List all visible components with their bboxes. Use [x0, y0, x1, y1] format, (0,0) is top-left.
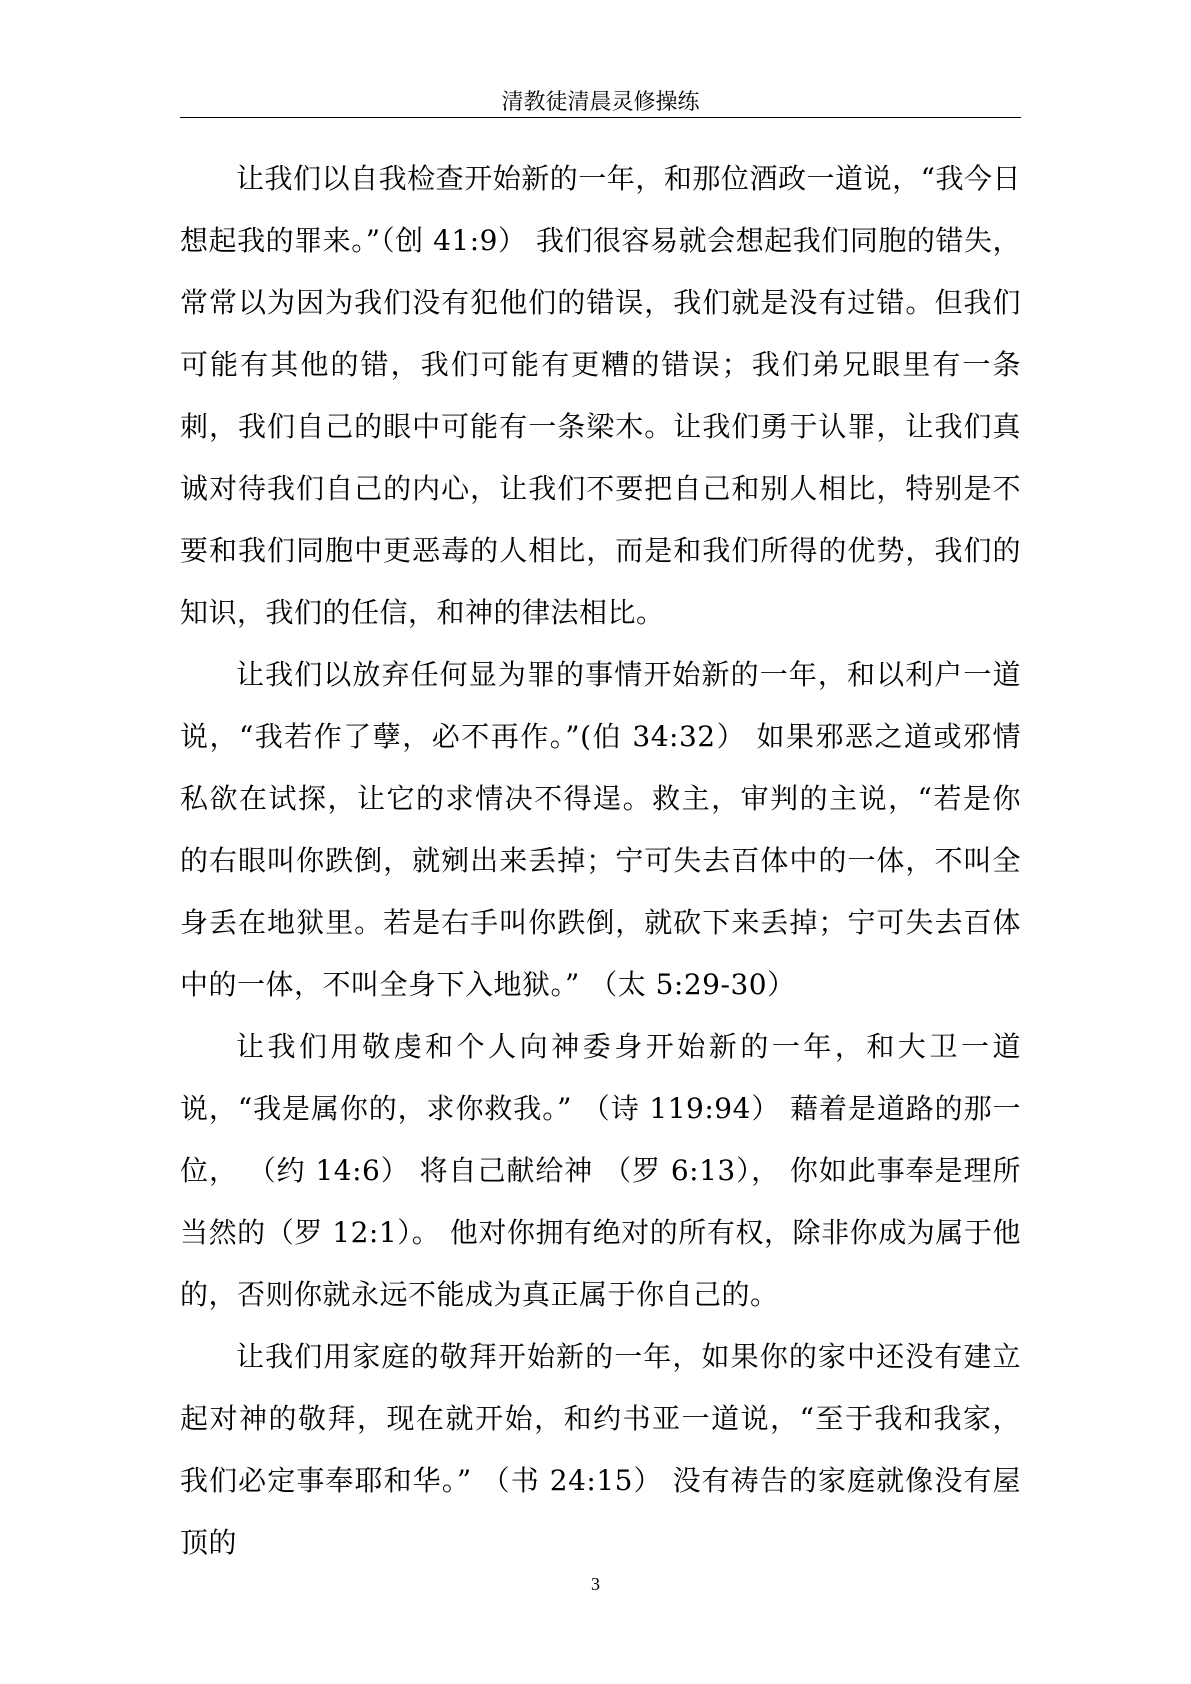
body-text [180, 148, 1021, 1574]
running-header: 清教徒清晨灵修操练 [501, 90, 700, 115]
paragraph-dedication: 让我们用敬虔和个人向神委身开始新的一年，和大卫一道说，“我是属你的，求你救我。” （诗 119:94） 藉着是道路的那一位， （约 14:6） 将自己献给神 （罗 6:13）， 你如此事奉是理所当然的（罗 12:1）。 他对你拥有绝对的所有权，除非你成为属于他的，否则你就永远不能成为真正属于你自己的。 [180, 1030, 1021, 1311]
paragraph-self-examination: 让我们以自我检查开始新的一年，和那位酒政一道说，“我今日想起我的罪来。”（创 41:9） 我们很容易就会想起我们同胞的错失，常常以为因为我们没有犯他们的错误，我们就是没有过错。但我们可能有其他的错，我们可能有更糟的错误；我们弟兄眼里有一条刺，我们自己的眼中可能有一条梁木。让我们勇于认罪，让我们真诚对待我们自己的内心，让我们不要把自己和别人相比，特别是不要和我们同胞中更恶毒的人相比，而是和我们所得的优势，我们的知识，我们的任信，和神的律法相比。 [180, 162, 1021, 629]
page-number: 3 [591, 1574, 600, 1594]
header-divider [180, 117, 1021, 118]
paragraph-family-worship: 让我们用家庭的敬拜开始新的一年，如果你的家中还没有建立起对神的敬拜，现在就开始，和约书亚一道说，“至于我和我家，我们必定事奉耶和华。” （书 24:15） 没有祷告的家庭就像没有屋顶的 [180, 1340, 1021, 1559]
paragraph-forsake-sin: 让我们以放弃任何显为罪的事情开始新的一年，和以利户一道说，“我若作了孽，必不再作。”(伯 34:32） 如果邪恶之道或邪情私欲在试探，让它的求情决不得逞。救主，审判的主说，“若是你的右眼叫你跌倒，就剜出来丢掉；宁可失去百体中的一体，不叫全身丢在地狱里。若是右手叫你跌倒，就砍下来丢掉；宁可失去百体中的一体，不叫全身下入地狱。” （太 5:29-30） [180, 658, 1021, 1001]
